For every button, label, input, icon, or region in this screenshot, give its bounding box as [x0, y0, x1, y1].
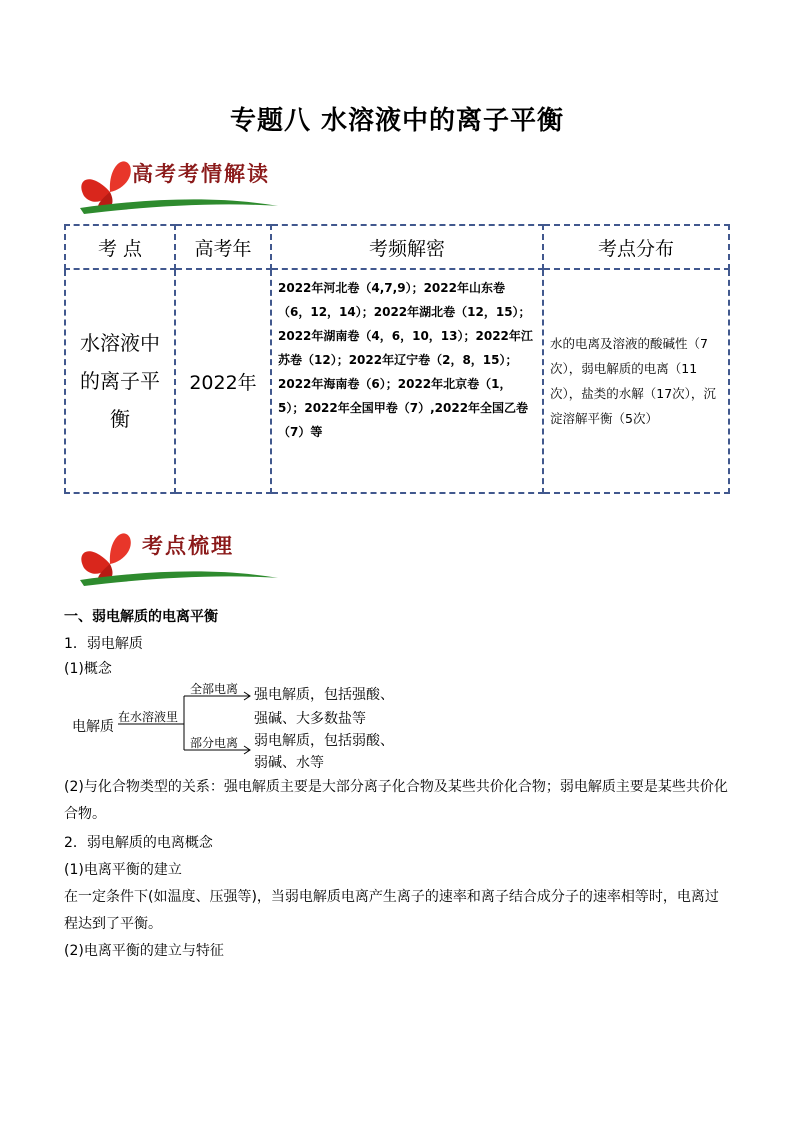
weak-electrolyte-line1: 弱电解质，包括弱酸、: [254, 733, 394, 749]
diagram-root: 电解质: [72, 719, 114, 735]
item-label: (1)概念: [64, 661, 112, 677]
cell-year: 2022年: [175, 269, 271, 493]
section-heading: 一、弱电解质的电离平衡: [64, 609, 218, 625]
paragraph: (2)与化合物类型的关系：强电解质主要是大部分离子化合物及某些共价化合物；弱电解质主要是某些共价化合物。: [64, 779, 728, 822]
strong-electrolyte-line1: 强电解质，包括强酸、: [254, 687, 394, 703]
item-label: (2)电离平衡的建立与特征: [64, 943, 224, 959]
electrolyte-diagram: [72, 680, 412, 772]
cell-topic: 水溶液中的离子平衡: [65, 269, 175, 493]
banner-title: 高考考情解读: [132, 161, 270, 186]
header-topic: 考 点: [65, 225, 175, 269]
banner-title: 考点梳理: [142, 533, 234, 558]
cell-exams: 2022年河北卷（4,7,9）；2022年山东卷（6，12，14）；2022年湖北卷（12，15）；2022年湖南卷（4，6，10，13）；2022年江苏卷（12）；2022年辽宁卷（2，8，15）；2022年海南卷（6）；2022年北京卷（1，5）；2022年全国甲卷（7）,2022年全国乙卷（7）等: [271, 269, 543, 493]
header-year: 高考年: [175, 225, 271, 269]
diagram-lower-label: 部分电离: [190, 736, 239, 750]
exam-info-table: [64, 224, 730, 494]
banner-exam-analysis: [70, 150, 290, 216]
page-title: 专题八 水溶液中的离子平衡: [229, 106, 565, 136]
weak-electrolyte-line2: 弱碱、水等: [254, 755, 324, 771]
item-label: (1)电离平衡的建立: [64, 862, 182, 878]
table-row: [65, 269, 729, 493]
banner-key-points: [70, 522, 290, 588]
paragraph: 在一定条件下(如温度、压强等)，当弱电解质电离产生离子的速率和离子结合成分子的速率相等时，电离过程达到了平衡。: [64, 889, 719, 932]
header-frequency: 考频解密: [271, 225, 543, 269]
strong-electrolyte-line2: 强碱、大多数盐等: [254, 711, 366, 727]
subheading: 2．弱电解质的电离概念: [64, 835, 213, 851]
cell-distribution: 水的电离及溶液的酸碱性（7次），弱电解质的电离（11次），盐类的水解（17次），沉淀溶解平衡（5次）: [543, 269, 729, 493]
header-distribution: 考点分布: [543, 225, 729, 269]
diagram-branch-label: 在水溶液里: [118, 710, 179, 724]
table-header-row: [65, 225, 729, 269]
subheading: 1．弱电解质: [64, 636, 143, 652]
diagram-upper-label: 全部电离: [190, 682, 239, 696]
